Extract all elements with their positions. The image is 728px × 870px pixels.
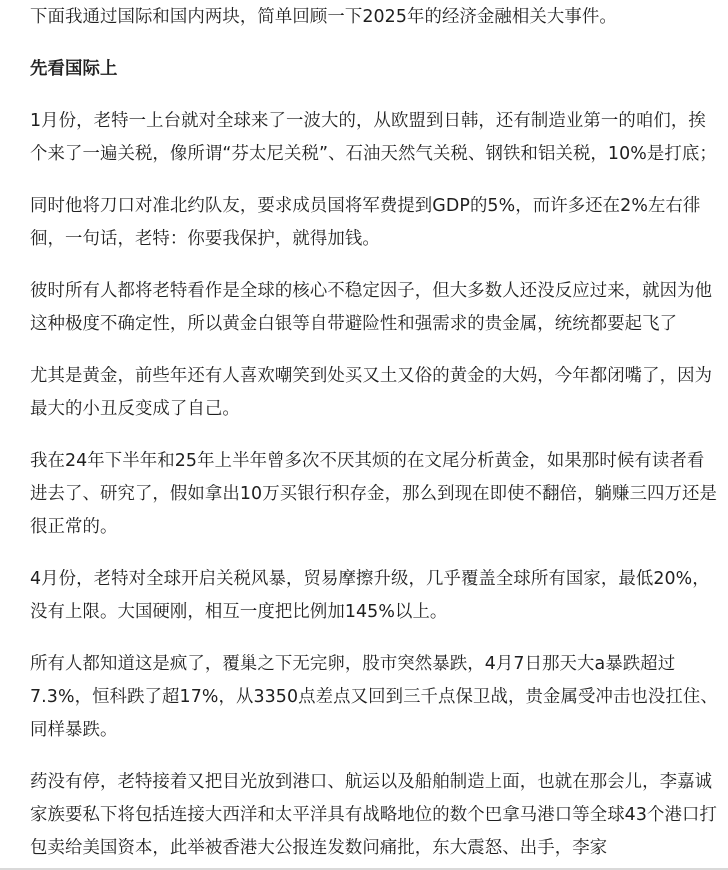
paragraph-april-tariffs: 4月份，老特对全球开启关税风暴，贸易摩擦升级，几乎覆盖全球所有国家，最低20%，没有上限。大国硬刚，相互一度把比例加145%以上。 <box>30 569 710 622</box>
section-heading: 先看国际上 <box>30 59 118 79</box>
paragraph-nato: 同时他将刀口对准北约队友，要求成员国将军费提到GDP的5%，而许多还在2%左右徘徊，一句话，老特：你要我保护，就得加钱。 <box>30 196 701 249</box>
paragraph-precious-metals: 彼时所有人都将老特看作是全球的核心不稳定因子，但大多数人还没反应过来，就因为他这种极度不确定性，所以黄金白银等自带避险性和强需求的贵金属，统统都要起飞了 <box>30 281 713 334</box>
paragraph-market-crash: 所有人都知道这是疯了，覆巢之下无完卵，股市突然暴跌，4月7日那天大a暴跌超过7.3%，恒科跌了超17%，从3350点差点又回到三千点保卫战，贵金属受冲击也没扛住、同样暴跌。 <box>30 654 718 740</box>
paragraph-gold: 尤其是黄金，前些年还有人喜欢嘲笑到处买又土又俗的黄金的大妈，今年都闭嘴了，因为最大的小丑反变成了自己。 <box>30 366 713 419</box>
article-body <box>30 0 720 865</box>
paragraph-ports: 药没有停，老特接着又把目光放到港口、航运以及船舶制造上面，也就在那会儿，李嘉诚家族要私下将包括连接大西洋和太平洋具有战略地位的数个巴拿马港口等全球43个港口打包卖给美国资本，此举被香港大公报连发数问痛批，东大震怒、出手，李家 <box>30 772 717 858</box>
intro-paragraph: 下面我通过国际和国内两块，简单回顾一下2025年的经济金融相关大事件。 <box>30 7 617 27</box>
paragraph-gold-analysis: 我在24年下半年和25年上半年曾多次不厌其烦的在文尾分析黄金，如果那时候有读者看进去了、研究了，假如拿出10万买银行积存金，那么到现在即使不翻倍，躺赚三四万还是很正常的。 <box>30 451 717 537</box>
paragraph-january-tariffs: 1月份，老特一上台就对全球来了一波大的，从欧盟到日韩，还有制造业第一的咱们，挨个来了一遍关税，像所谓“芬太尼关税”、石油天然气关税、钢铁和铝关税，10%是打底； <box>30 111 717 164</box>
